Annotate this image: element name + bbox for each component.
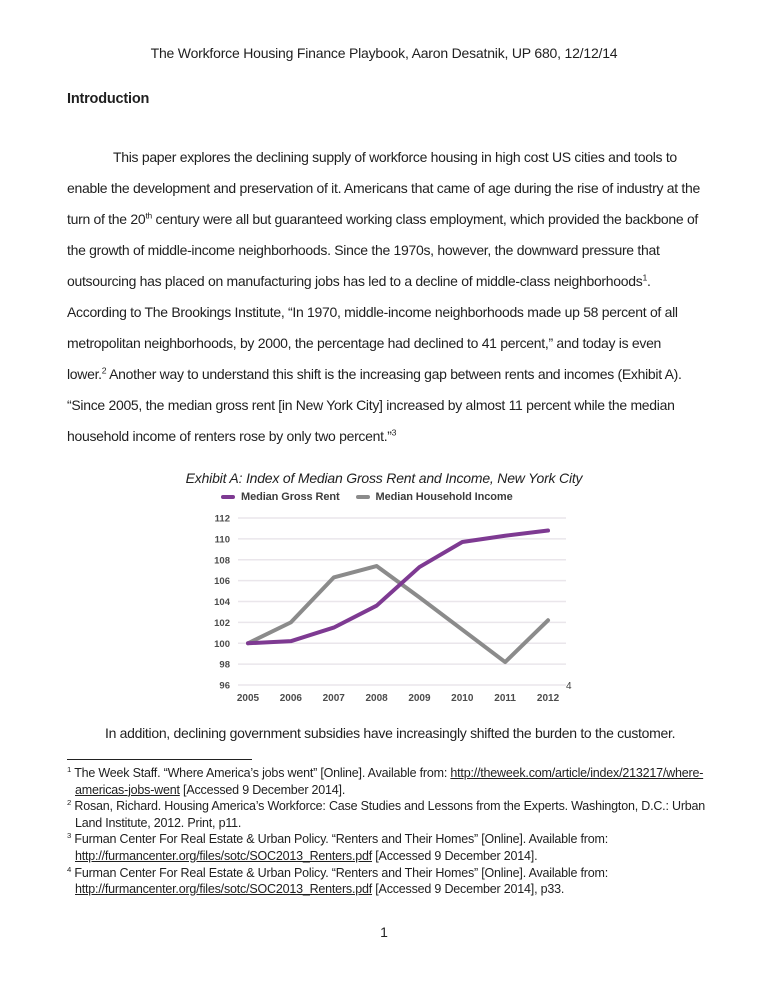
page-header-title: The Workforce Housing Finance Playbook, Aaron Desatnik, UP 680, 12/12/14 (150, 45, 618, 61)
page-number: 1 (380, 924, 388, 940)
footnote-reference-superscript: 1 (642, 272, 647, 283)
y-axis-tick-label: 98 (219, 659, 230, 671)
y-axis-tick-label: 102 (214, 617, 230, 629)
x-axis-tick-label: 2006 (279, 693, 302, 704)
footnote-separator (67, 759, 252, 760)
y-axis-tick-label: 100 (214, 638, 230, 650)
line-chart (198, 512, 588, 708)
chart-footnote-marker: 4 (566, 681, 572, 692)
legend-dash-icon (221, 495, 235, 499)
x-axis-tick-label: 2012 (536, 693, 560, 704)
footnote-url-link[interactable]: http://theweek.com/article/index/213217/where-americas-jobs-went (75, 766, 704, 797)
footnote-4 (67, 865, 721, 898)
chart-legend (221, 491, 513, 503)
x-axis-tick-label: 2005 (236, 693, 260, 704)
exhibit-caption: Exhibit A: Index of Median Gross Rent and Income, New York City (185, 470, 583, 486)
x-axis-tick-label: 2011 (494, 693, 517, 704)
y-axis-tick-label: 96 (219, 680, 230, 692)
y-axis-tick-label: 106 (214, 576, 230, 588)
footnotes-section (67, 765, 721, 898)
y-axis-tick-label: 108 (214, 555, 230, 567)
footnote-reference-superscript: 2 (101, 365, 107, 376)
footnote-url-link[interactable]: http://furmancenter.org/files/sotc/SOC2013_Renters.pdf (75, 882, 373, 897)
footnote-2 (67, 798, 721, 831)
y-axis-tick-label: 112 (214, 513, 230, 525)
legend-item (356, 491, 513, 503)
text-run: [Accessed 9 December 2014]. (179, 782, 346, 797)
footnote-marker: 4 (67, 864, 72, 874)
x-axis-tick-label: 2008 (365, 693, 388, 704)
y-axis-tick-label: 104 (214, 597, 230, 608)
x-axis-tick-label: 2010 (451, 693, 474, 704)
footnote-3 (67, 831, 721, 864)
legend-dash-icon (356, 495, 370, 499)
y-axis-tick-label: 110 (214, 534, 230, 546)
text-run: Furman Center For Real Estate & Urban Policy. “Renters and Their Homes” [Online]. Available from: (74, 832, 609, 847)
section-heading-introduction: Introduction (67, 91, 150, 107)
text-run: . According to The Brookings Institute, “In 1970, middle-income neighborhoods made up 58 percent of all metropolitan neighborhoods, by 2000, the percentage had declined to 41 percent,” and today is even lower. (67, 273, 678, 382)
x-axis-tick-label: 2009 (408, 693, 431, 704)
legend-label: Median Household Income (375, 491, 513, 503)
text-run: This paper explores the declining supply of workforce housing in high cost US cities and tools to enable the development and preservation of it. Americans that came of age during the rise of industry at the turn of the 20 (67, 149, 700, 227)
closing-paragraph: In addition, declining government subsidies have increasingly shifted the burden to the customer. (105, 725, 676, 741)
footnote-reference-superscript: th (145, 210, 152, 221)
legend-label: Median Gross Rent (241, 491, 340, 503)
x-axis-tick-label: 2007 (322, 693, 345, 704)
intro-paragraph (67, 142, 701, 452)
footnote-url-link[interactable]: http://furmancenter.org/files/sotc/SOC2013_Renters.pdf (75, 848, 373, 863)
footnote-1 (67, 765, 721, 798)
text-run: Furman Center For Real Estate & Urban Policy. “Renters and Their Homes” [Online]. Available from: (74, 865, 609, 880)
text-run: Another way to understand this shift is the increasing gap between rents and incomes (Exhibit A). “Since 2005, the median gross rent [in New York City] increased by almost 11 percent while the median household income of renters rose by only two percent.” (67, 366, 682, 444)
text-run: [Accessed 9 December 2014], p33. (372, 882, 565, 897)
text-run: The Week Staff. “Where America’s jobs went” [Online]. Available from: (74, 766, 451, 780)
series-line-median-gross-rent (248, 531, 548, 644)
footnote-marker: 2 (67, 798, 72, 808)
text-run: [Accessed 9 December 2014]. (372, 848, 538, 863)
footnote-reference-superscript: 3 (391, 427, 397, 438)
legend-item (221, 491, 340, 503)
text-run: century were all but guaranteed working class employment, which provided the backbone of the growth of middle-income neighborhoods. Since the 1970s, however, the downward pressure that outsourcing has placed on manufacturing jobs has led to a decline of middle-class neighborhoods (67, 211, 699, 289)
text-run: Rosan, Richard. Housing America’s Workforce: Case Studies and Lessons from the Experts. Washington, D.C.: Urban Land Institute, 2012. Print, p11. (74, 799, 706, 830)
footnote-marker: 3 (67, 831, 72, 841)
footnote-marker: 1 (67, 764, 72, 774)
